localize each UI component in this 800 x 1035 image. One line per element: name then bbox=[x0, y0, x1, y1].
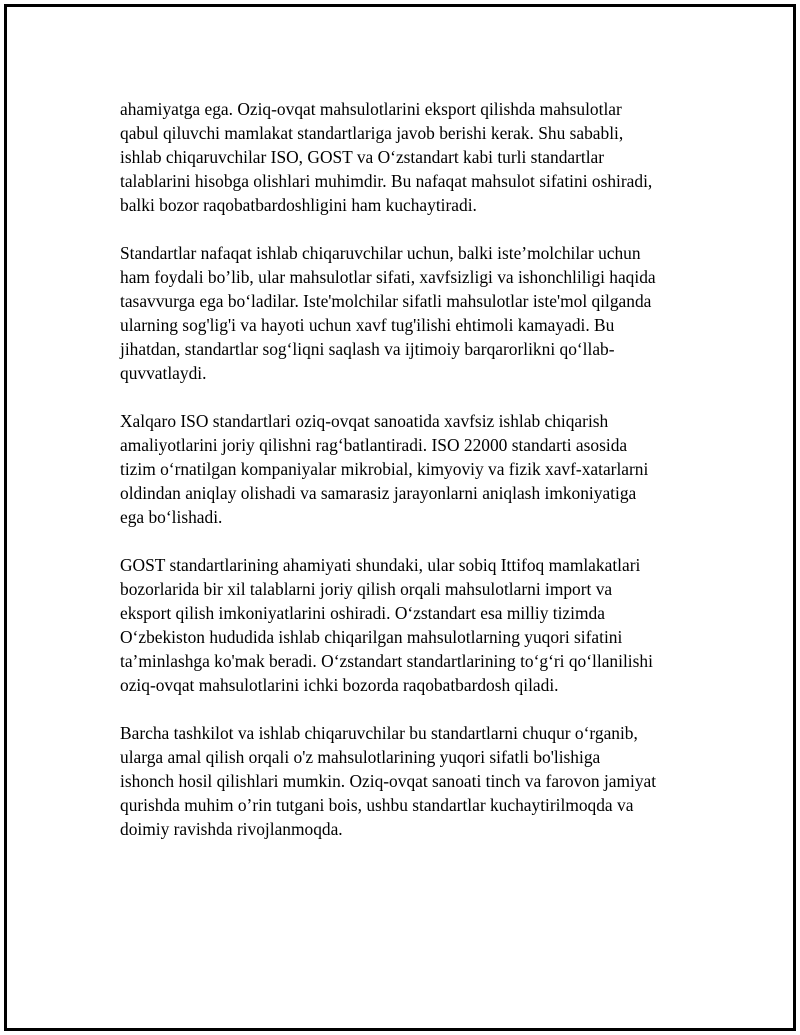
text-line: talablarini hisobga olishlari muhimdir. Bu nafaqat mahsulot sifatini oshiradi, bbox=[120, 171, 653, 191]
text-line: tasavvurga ega bo‘ladilar. Iste'molchilar sifatli mahsulotlar iste'mol qilganda bbox=[120, 291, 652, 311]
paragraph-4 bbox=[120, 553, 680, 697]
text-line: quvvatlaydi. bbox=[120, 363, 207, 383]
text-line: qurishda muhim o’rin tutgani bois, ushbu standartlar kuchaytirilmoqda va bbox=[120, 795, 634, 815]
text-line: tizim o‘rnatilgan kompaniyalar mikrobial, kimyoviy va fizik xavf-xatarlarni bbox=[120, 459, 649, 479]
text-line: ham foydali bo’lib, ular mahsulotlar sifati, xavfsizligi va ishonchliligi haqida bbox=[120, 267, 656, 287]
text-line: doimiy ravishda rivojlanmoqda. bbox=[120, 819, 343, 839]
text-line: jihatdan, standartlar sog‘liqni saqlash va ijtimoiy barqarorlikni qo‘llab- bbox=[120, 339, 615, 359]
text-line: amaliyotlarini joriy qilishni rag‘batlantiradi. ISO 22000 standarti asosida bbox=[120, 435, 628, 455]
paragraph-2 bbox=[120, 241, 680, 385]
document-page bbox=[4, 4, 796, 1031]
text-line: O‘zbekiston hududida ishlab chiqarilgan mahsulotlarning yuqori sifatini bbox=[120, 627, 623, 647]
text-line: balki bozor raqobatbardoshligini ham kuchaytiradi. bbox=[120, 195, 477, 215]
paragraph-1 bbox=[120, 97, 680, 217]
text-line: ahamiyatga ega. Oziq-ovqat mahsulotlarini eksport qilishda mahsulotlar bbox=[120, 99, 622, 119]
text-line: GOST standartlarining ahamiyati shundaki, ular sobiq Ittifoq mamlakatlari bbox=[120, 555, 641, 575]
paragraph-5 bbox=[120, 721, 680, 841]
text-line: oldindan aniqlay olishadi va samarasiz jarayonlarni aniqlash imkoniyatiga bbox=[120, 483, 637, 503]
text-line: Barcha tashkilot va ishlab chiqaruvchilar bu standartlarni chuqur o‘rganib, bbox=[120, 723, 638, 743]
text-line: oziq-ovqat mahsulotlarini ichki bozorda raqobatbardosh qiladi. bbox=[120, 675, 559, 695]
text-line: bozorlarida bir xil talablarni joriy qilish orqali mahsulotlarni import va bbox=[120, 579, 613, 599]
text-line: qabul qiluvchi mamlakat standartlariga javob berishi kerak. Shu sababli, bbox=[120, 123, 624, 143]
paragraph-3 bbox=[120, 409, 680, 529]
text-line: ularga amal qilish orqali o'z mahsulotlarining yuqori sifatli bo'lishiga bbox=[120, 747, 601, 767]
text-line: ishlab chiqaruvchilar ISO, GOST va O‘zstandart kabi turli standartlar bbox=[120, 147, 605, 167]
text-line: Standartlar nafaqat ishlab chiqaruvchilar uchun, balki iste’molchilar uchun bbox=[120, 243, 641, 263]
text-line: eksport qilish imkoniyatlarini oshiradi. O‘zstandart esa milliy tizimda bbox=[120, 603, 605, 623]
text-line: ega bo‘lishadi. bbox=[120, 507, 223, 527]
text-line: ularning sog'lig'i va hayoti uchun xavf tug'ilishi ehtimoli kamayadi. Bu bbox=[120, 315, 615, 335]
text-line: ishonch hosil qilishlari mumkin. Oziq-ovqat sanoati tinch va farovon jamiyat bbox=[120, 771, 657, 791]
document-body bbox=[120, 97, 680, 865]
text-line: Xalqaro ISO standartlari oziq-ovqat sanoatida xavfsiz ishlab chiqarish bbox=[120, 411, 609, 431]
text-line: ta’minlashga ko'mak beradi. O‘zstandart standartlarining to‘g‘ri qo‘llanilishi bbox=[120, 651, 653, 671]
